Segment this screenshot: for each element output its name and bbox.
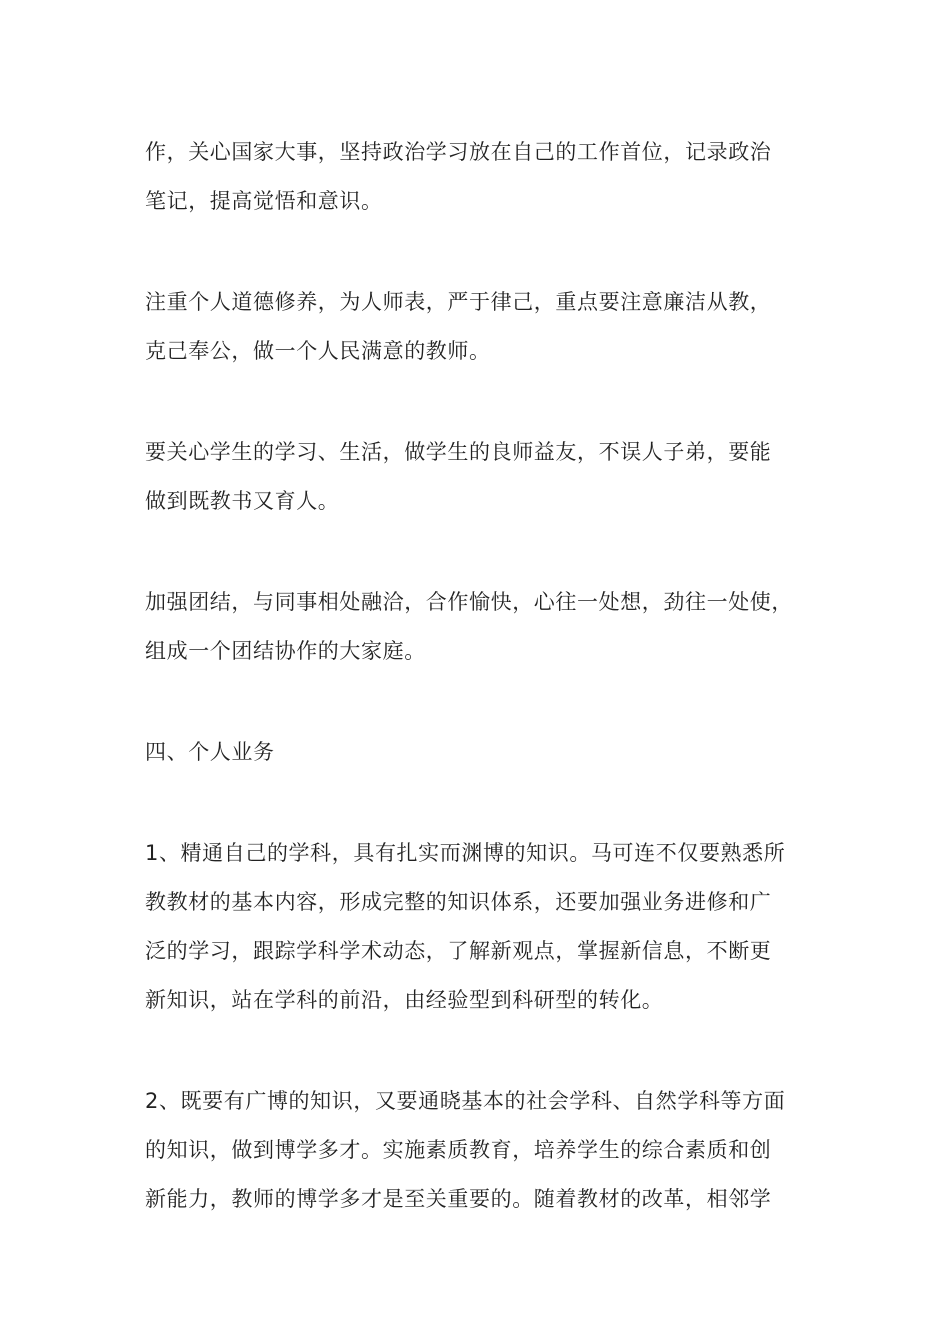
section-heading: 四、个人业务 (145, 740, 275, 764)
text-line: 加强团结，与同事相处融洽，合作愉快，心往一处想，劲往一处使， (145, 590, 793, 614)
paragraph-unity (145, 578, 825, 676)
text-line: 组成一个团结协作的大家庭。 (145, 639, 426, 663)
text-line: 1、精通自己的学科，具有扎实而渊博的知识。马可连不仅要熟悉所 (145, 841, 786, 865)
text-line: 新能力，教师的博学多才是至关重要的。随着教材的改革，相邻学 (145, 1187, 772, 1211)
text-line: 做到既教书又育人。 (145, 489, 340, 513)
text-line: 克己奉公，做一个人民满意的教师。 (145, 339, 491, 363)
text-line: 新知识，站在学科的前沿，由经验型到科研型的转化。 (145, 988, 664, 1012)
text-line: 2、既要有广博的知识，又要通晓基本的社会学科、自然学科等方面 (145, 1089, 786, 1113)
text-line: 要关心学生的学习、生活，做学生的良师益友，不误人子弟，要能 (145, 440, 772, 464)
item-subject-mastery (145, 829, 825, 1025)
text-line: 教教材的基本内容，形成完整的知识体系，还要加强业务进修和广 (145, 890, 772, 914)
paragraph-political-study (145, 128, 825, 226)
text-line: 笔记，提高觉悟和意识。 (145, 189, 383, 213)
text-line: 注重个人道德修养，为人师表，严于律己，重点要注意廉洁从教， (145, 290, 772, 314)
text-line: 作，关心国家大事，坚持政治学习放在自己的工作首位，记录政治 (145, 140, 772, 164)
text-line: 泛的学习，跟踪学科学术动态，了解新观点，掌握新信息，不断更 (145, 939, 772, 963)
paragraph-moral-cultivation (145, 278, 825, 376)
item-broad-knowledge (145, 1077, 825, 1224)
document-body (145, 128, 825, 1276)
paragraph-care-for-students (145, 428, 825, 526)
text-line: 的知识，做到博学多才。实施素质教育，培养学生的综合素质和创 (145, 1138, 772, 1162)
